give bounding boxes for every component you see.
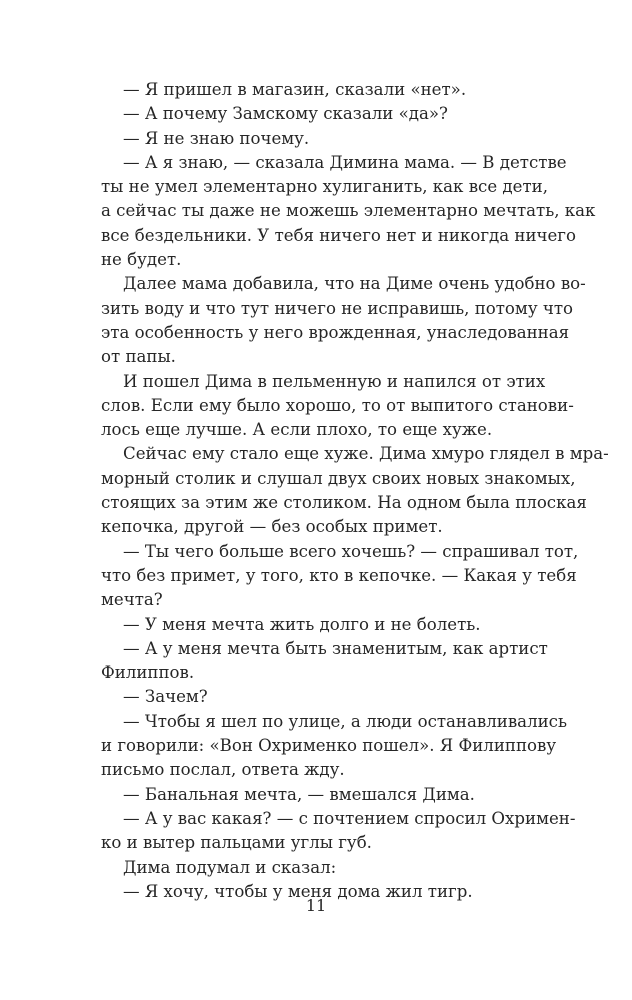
text-line: — Я не знаю почему. — [123, 128, 310, 148]
text-line: — А почему Замскому сказали «да»? — [123, 104, 448, 124]
text-line: — А у меня мечта быть знаменитым, как артист — [123, 638, 548, 658]
text-line: лось еще лучше. А если плохо, то еще хуже. — [101, 420, 493, 440]
text-line: от папы. — [101, 347, 176, 367]
paragraph — [101, 807, 576, 856]
text-line: — А я знаю, — сказала Димина мама. — В детстве — [123, 152, 567, 172]
text-line: Далее мама добавила, что на Диме очень удобно во- — [123, 274, 586, 294]
text-line: эта особенность у него врожденная, унаследованная — [101, 322, 570, 342]
text-line: Филиппов. — [101, 663, 195, 683]
text-line: — А у вас какая? — с почтением спросил Охримен- — [123, 808, 576, 828]
paragraph — [101, 856, 533, 880]
paragraph — [101, 540, 579, 613]
paragraph — [101, 442, 609, 539]
paragraph — [101, 151, 596, 272]
text-line: Сейчас ему стало еще хуже. Дима хмуро глядел в мра- — [123, 444, 609, 464]
text-line: — Банальная мечта, — вмешался Дима. — [123, 784, 475, 804]
text-line: и говорили: «Вон Охрименко пошел». Я Филиппову — [101, 736, 557, 756]
text-line: ко и вытер пальцами углы губ. — [101, 833, 372, 853]
text-line: — Зачем? — [123, 687, 208, 707]
paragraph — [101, 783, 533, 807]
text-line: морный столик и слушал двух своих новых знакомых, — [101, 468, 576, 488]
text-line: стоящих за этим же столиком. На одном была плоская — [101, 493, 587, 513]
paragraph — [101, 685, 533, 709]
text-line: — Ты чего больше всего хочешь? — спрашивал тот, — [123, 541, 579, 561]
text-line: Дима подумал и сказал: — [123, 857, 337, 877]
text-line: — У меня мечта жить долго и не болеть. — [123, 614, 481, 634]
text-line: слов. Если ему было хорошо, то от выпитого станови- — [101, 395, 574, 415]
paragraph — [101, 370, 574, 443]
text-line: что без примет, у того, кто в кепочке. — Какая у тебя — [101, 565, 577, 585]
paragraph — [101, 127, 533, 151]
paragraph — [101, 272, 586, 369]
text-line: письмо послал, ответа жду. — [101, 760, 345, 780]
text-line: все бездельники. У тебя ничего нет и никогда ничего — [101, 225, 576, 245]
text-line: И пошел Дима в пельменную и напился от этих — [123, 371, 546, 391]
text-line: не будет. — [101, 250, 182, 270]
page-number: 11 — [305, 896, 327, 915]
text-line: зить воду и что тут ничего не исправишь, потому что — [101, 298, 574, 318]
text-line: — Я пришел в магазин, сказали «нет». — [123, 80, 467, 99]
paragraph — [101, 78, 533, 102]
paragraph — [101, 710, 567, 783]
text-line: а сейчас ты даже не можешь элементарно мечтать, как — [101, 201, 596, 221]
body-text — [101, 78, 609, 904]
text-line: кепочка, другой — без особых примет. — [101, 517, 443, 537]
paragraph — [101, 613, 533, 637]
text-line: — Я хочу, чтобы у меня дома жил тигр. — [123, 881, 473, 901]
paragraph — [101, 102, 533, 126]
paragraph — [101, 637, 548, 686]
text-line: — Чтобы я шел по улице, а люди останавливались — [123, 711, 567, 731]
text-line: ты не умел элементарно хулиганить, как все дети, — [101, 177, 548, 197]
text-line: мечта? — [101, 590, 163, 610]
